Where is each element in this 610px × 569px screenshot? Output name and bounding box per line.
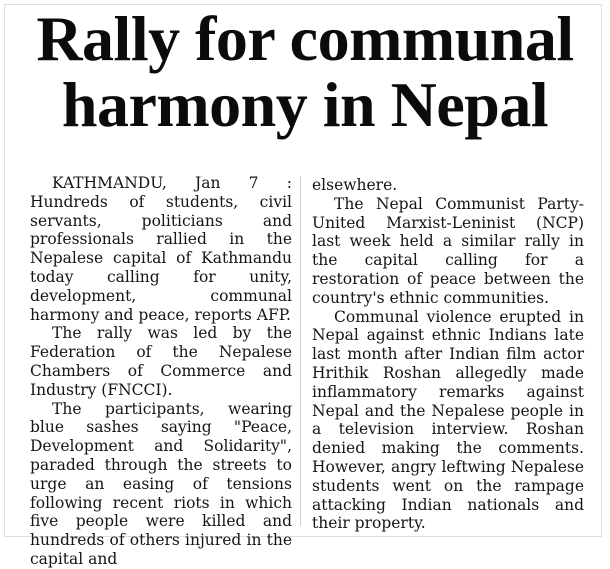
headline-line-1: Rally for communal — [36, 3, 574, 74]
article-paragraph: The Nepal Communist Party-United Marxist-Leninist (NCP) last week held a similar rally in the capital calling for a restoration of peace between the country's ethnic communities. — [312, 194, 584, 307]
headline-line-2: harmony in Nepal — [61, 69, 549, 140]
article-column-right — [312, 176, 584, 533]
article-paragraph: KATHMANDU, Jan 7 : Hundreds of students, civil servants, politicians and professionals rallied in the Nepalese capital of Kathmandu today calling for unity, development, communal harmony and peace, reports AFP. — [30, 174, 292, 324]
article-paragraph: Communal violence erupted in Nepal against ethnic Indians late last month after Indian film actor Hrithik Roshan allegedly made inflammatory remarks against Nepal and the Nepalese people in a television interview. Roshan denied making the comments. However, angry leftwing Nepalese students went on the rampage attacking Indian nationals and their property. — [312, 307, 584, 533]
article-paragraph-continued: elsewhere. — [312, 176, 398, 194]
column-divider — [300, 176, 301, 526]
article-column-left — [30, 174, 292, 569]
article-paragraph: The rally was led by the Federation of the Nepalese Chambers of Commerce and Industry (FNCCI). — [30, 324, 292, 399]
article-paragraph: The participants, wearing blue sashes saying "Peace, Development and Solidarity", paraded through the streets to urge an easing of tensions following recent riots in which five people were killed and hundreds of others injured in the capital and — [30, 399, 292, 568]
headline — [0, 3, 610, 140]
